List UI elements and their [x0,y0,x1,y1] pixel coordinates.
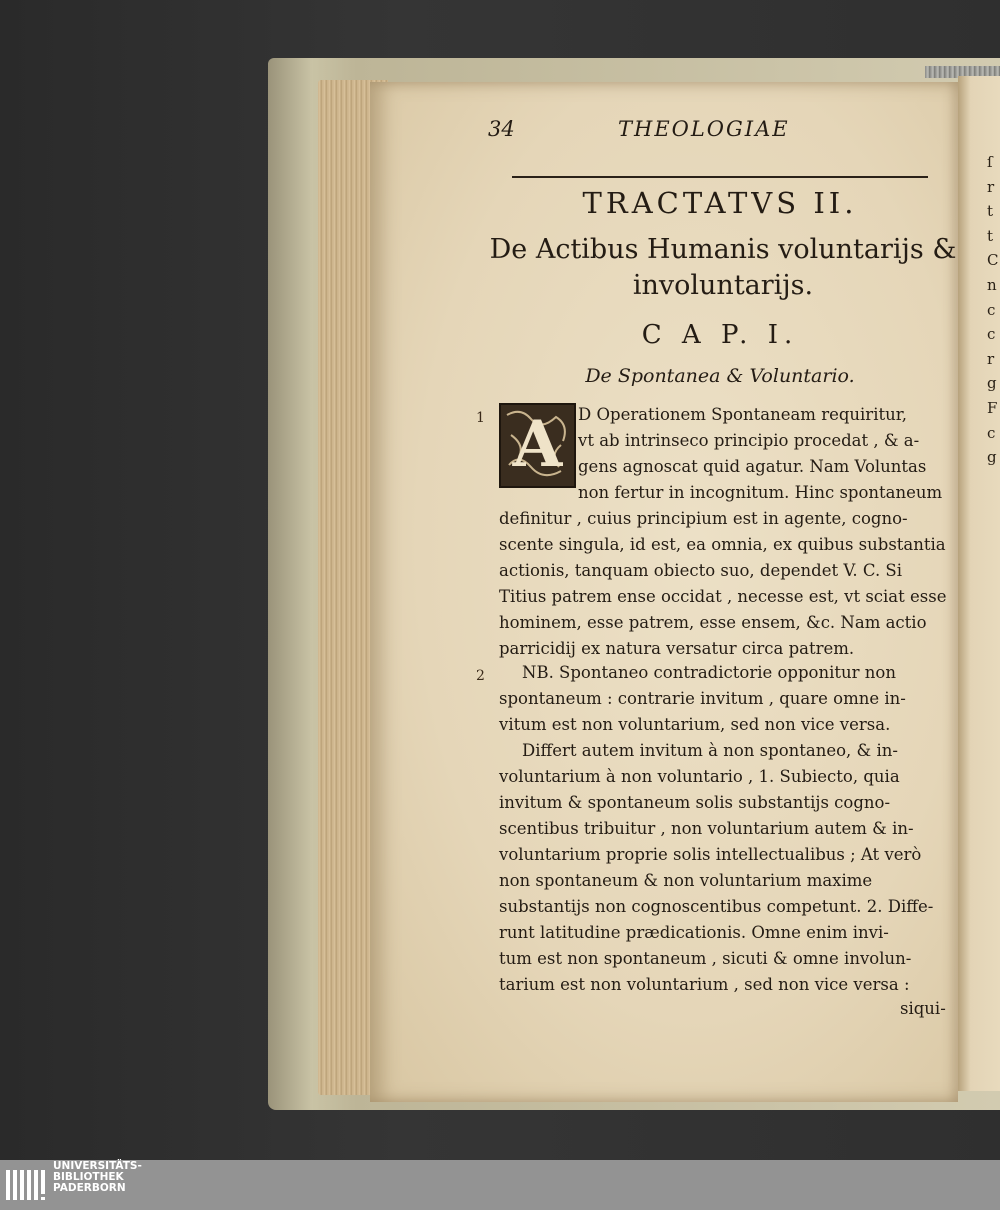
text-line: Differt autem invitum à non spontaneo, & in- [522,741,898,760]
margin-number: 1 [476,410,485,426]
text-line: actionis, tanquam obiecto suo, dependet V. C. Si [499,561,903,580]
text-line: non spontaneum & non voluntarium maxime [499,871,873,890]
text-line: non fertur in incognitum. Hinc spontaneum [578,483,943,502]
text-line: vitum est non voluntarium, sed non vice versa. [499,715,891,734]
initial-letter: A [512,407,563,482]
text-line: definitur , cuius principium est in agente, cogno- [499,509,908,528]
library-logo-icon [6,1164,46,1206]
decorated-initial [499,403,576,488]
text-line: scente singula, id est, ea omnia, ex quibus substantia [499,535,946,554]
text-line: D Operationem Spontaneam requiritur, [578,405,908,424]
text-line: voluntarium à non voluntario , 1. Subiecto, quia [499,767,900,786]
subtitle-line: involuntarijs. [632,270,814,301]
subtitle-line: De Actibus Humanis voluntarijs & [489,234,957,265]
text-line: gens agnoscat quid agatur. Nam Voluntas [578,457,927,476]
text-line: NB. Spontaneo contradictorie opponitur non [522,663,896,682]
catchword: siqui- [900,999,946,1018]
treatise-subtitle [488,232,958,304]
text-line: tarium est non voluntarium , sed non vice versa : [499,975,910,994]
margin-number: 2 [476,668,485,684]
text-line: vt ab intrinseco principio procedat , & a- [578,431,920,450]
text-line: runt latitudine prædicationis. Omne enim invi- [499,923,889,942]
page-number: 34 [488,117,515,141]
running-head [488,117,928,145]
library-name-line: PADERBORN [53,1182,126,1195]
facing-page-letters: ſ r t t C n c c r g F c g [987,153,999,467]
text-line: hominem, esse patrem, esse ensem, &c. Nam actio [499,613,927,632]
running-head-title: THEOLOGIAE [618,117,790,141]
header-rule [512,176,928,178]
chapter-title: De Spontanea & Voluntario. [585,365,855,387]
library-name-line: BIBLIOTHEK [53,1171,124,1184]
chapter-heading: C A P. I. [641,320,799,350]
text-line: tum est non spontaneum , sicuti & omne involun- [499,949,912,968]
library-name-line: UNIVERSITÄTS- [53,1160,142,1172]
footer-bar [0,1160,1000,1210]
treatise-title: TRACTATVS II. [582,186,858,220]
text-line: scentibus tribuitur , non voluntarium autem & in- [499,819,914,838]
text-line: invitum & spontaneum solis substantijs cogno- [499,793,891,812]
text-line: Titius patrem ense occidat , necesse est, vt sciat esse [499,587,947,606]
library-name [53,1161,142,1195]
text-line: parricidij ex natura versatur circa patrem. [499,639,855,658]
text-line: voluntarium proprie solis intellectualibus ; At verò [499,845,922,864]
text-line: substantijs non cognoscentibus competunt. 2. Diffe- [499,897,934,916]
text-line: spontaneum : contrarie invitum , quare omne in- [499,689,906,708]
